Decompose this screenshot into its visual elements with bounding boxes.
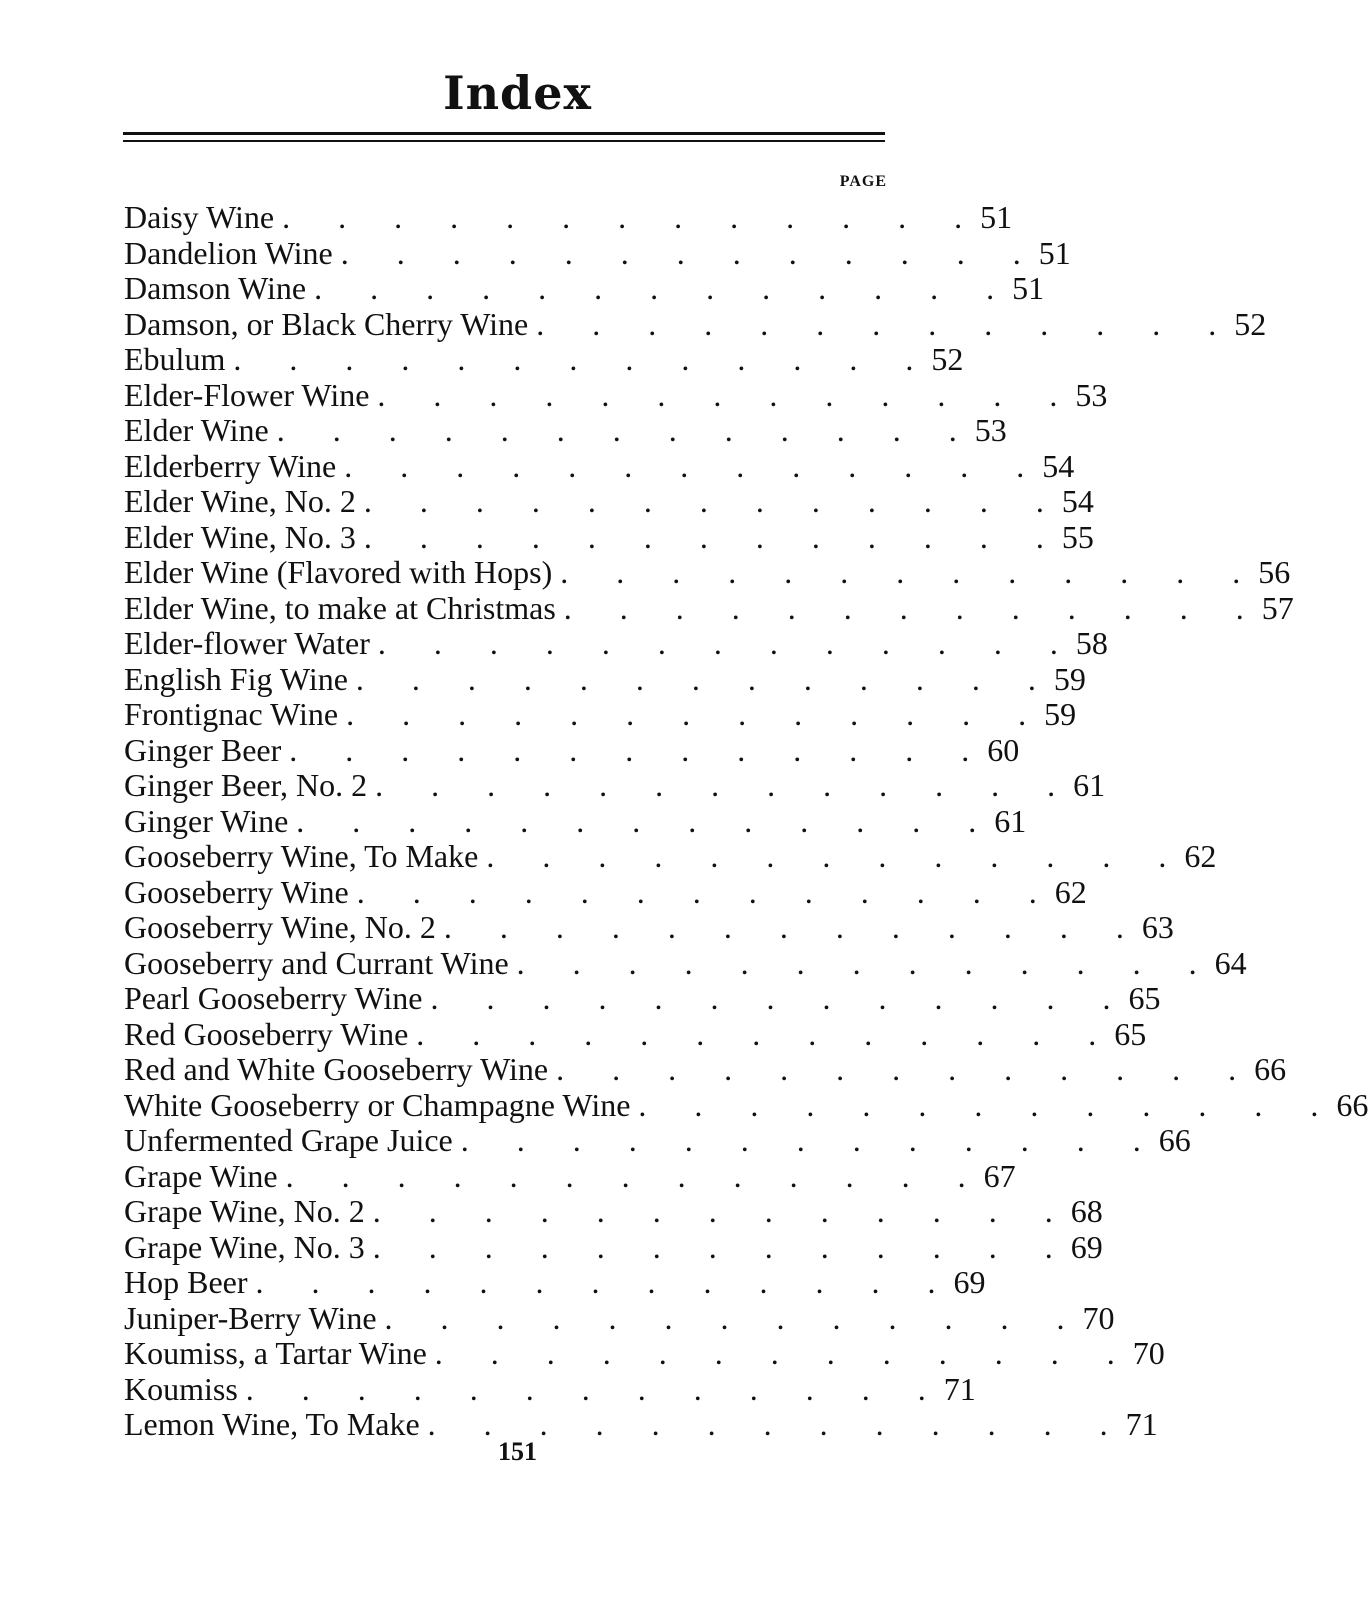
entry-page-number: 51	[1038, 234, 1071, 271]
entry-label: Ginger Beer	[124, 731, 282, 768]
entry-label: Ginger Wine	[124, 802, 289, 839]
entry-page-number: 54	[1042, 447, 1075, 484]
entry-page-number: 65	[1114, 1015, 1147, 1052]
page-column-label: PAGE	[839, 173, 887, 190]
entry-page-number: 66	[1254, 1051, 1287, 1087]
dot-leader: . . . . . . . . . . . . .	[255, 1264, 936, 1300]
index-entry	[124, 589, 1294, 627]
index-entry	[124, 1015, 1147, 1053]
entry-page-number: 70	[1132, 1335, 1165, 1371]
entry-label: Elder-Flower Wine	[124, 376, 370, 413]
entry-label: Lemon Wine, To Make	[124, 1406, 420, 1442]
entry-page-number: 65	[1128, 980, 1161, 1016]
index-entry	[124, 518, 1094, 556]
entry-label: Gooseberry Wine, No. 2	[124, 909, 436, 945]
index-entry	[124, 944, 1247, 982]
entry-label: Koumiss	[124, 1370, 238, 1407]
index-entry	[124, 1122, 1191, 1159]
dot-leader: . . . . . . . . . . . . .	[443, 909, 1124, 945]
dot-leader: . . . . . . . . . . . . .	[372, 1193, 1053, 1229]
entry-page-number: 59	[1053, 660, 1086, 697]
index-entry	[124, 1193, 1103, 1230]
entry-label: English Fig Wine	[124, 660, 348, 697]
entry-page-number: 71	[943, 1370, 976, 1407]
index-entry	[124, 447, 1075, 485]
entry-label: Elderberry Wine	[124, 447, 337, 484]
dot-leader: . . . . . . . . . . . . .	[344, 447, 1025, 484]
index-entry	[124, 838, 1217, 875]
entry-label: Juniper-Berry Wine	[124, 1299, 377, 1336]
entry-label: Dandelion Wine	[124, 234, 333, 271]
entry-page-number: 60	[987, 731, 1020, 768]
entry-label: Pearl Gooseberry Wine	[124, 980, 423, 1016]
dot-leader: . . . . . . . . . . . . .	[556, 1051, 1237, 1087]
page-title: Index	[443, 66, 592, 120]
entry-label: Elder Wine, to make at Christmas	[124, 589, 556, 626]
dot-leader: . . . . . . . . . . . . .	[340, 234, 1021, 271]
dot-leader: . . . . . . . . . . . . .	[486, 838, 1167, 874]
dot-leader: . . . . . . . . . . . . .	[363, 518, 1044, 555]
entry-page-number: 53	[974, 412, 1007, 448]
index-entry	[124, 1299, 1115, 1337]
index-entry	[124, 270, 1045, 307]
index-entry	[124, 1157, 1016, 1195]
dot-leader: . . . . . . . . . . . . .	[416, 1015, 1097, 1052]
dot-leader: . . . . . . . . . . . . .	[296, 802, 977, 839]
dot-leader: . . . . . . . . . . . . .	[427, 1406, 1108, 1442]
dot-leader: . . . . . . . . . . . . .	[460, 1122, 1141, 1158]
entry-page-number: 52	[931, 341, 964, 377]
entry-page-number: 52	[1234, 305, 1267, 342]
index-entry	[124, 305, 1267, 343]
entry-page-number: 55	[1061, 518, 1094, 555]
entry-label: Damson Wine	[124, 270, 307, 306]
index-entry	[124, 554, 1291, 591]
page-number: 151	[498, 1437, 537, 1466]
entry-page-number: 56	[1258, 554, 1291, 590]
dot-leader: . . . . . . . . . . . . .	[560, 554, 1241, 590]
entry-label: Damson, or Black Cherry Wine	[124, 305, 529, 342]
index-entry	[124, 909, 1174, 946]
index-list	[124, 199, 1368, 1443]
entry-label: Grape Wine	[124, 1157, 278, 1194]
entry-label: Elder Wine (Flavored with Hops)	[124, 554, 553, 590]
index-entry	[124, 873, 1087, 911]
index-entry	[124, 980, 1161, 1017]
dot-leader: . . . . . . . . . . . . .	[372, 1228, 1053, 1265]
dot-leader: . . . . . . . . . . . . .	[245, 1370, 926, 1407]
entry-label: Hop Beer	[124, 1264, 248, 1300]
dot-leader: . . . . . . . . . . . . .	[356, 873, 1037, 910]
title-rule-thick	[123, 132, 885, 135]
index-entry	[124, 1086, 1368, 1124]
entry-page-number: 61	[1073, 767, 1106, 803]
entry-page-number: 62	[1054, 873, 1087, 910]
entry-page-number: 64	[1214, 944, 1247, 981]
entry-page-number: 66	[1158, 1122, 1191, 1158]
entry-page-number: 62	[1184, 838, 1217, 874]
entry-page-number: 57	[1261, 589, 1294, 626]
entry-label: Frontignac Wine	[124, 696, 339, 732]
index-entry	[124, 341, 964, 378]
dot-leader: . . . . . . . . . . . . .	[430, 980, 1111, 1016]
dot-leader: . . . . . . . . . . . . .	[233, 341, 914, 377]
entry-label: Red Gooseberry Wine	[124, 1015, 409, 1052]
dot-leader: . . . . . . . . . . . . .	[377, 376, 1058, 413]
entry-page-number: 59	[1044, 696, 1077, 732]
index-entry	[124, 1228, 1103, 1266]
entry-label: Grape Wine, No. 2	[124, 1193, 365, 1229]
dot-leader: . . . . . . . . . . . . .	[516, 944, 1197, 981]
entry-label: Ebulum	[124, 341, 226, 377]
entry-label: White Gooseberry or Champagne Wine	[124, 1086, 631, 1123]
entry-page-number: 67	[983, 1157, 1016, 1194]
dot-leader: . . . . . . . . . . . . .	[434, 1335, 1115, 1371]
entry-page-number: 61	[994, 802, 1027, 839]
dot-leader: . . . . . . . . . . . . .	[363, 483, 1044, 519]
entry-label: Elder Wine, No. 2	[124, 483, 356, 519]
index-entry	[124, 625, 1108, 662]
entry-label: Red and White Gooseberry Wine	[124, 1051, 549, 1087]
index-entry	[124, 802, 1027, 840]
dot-leader: . . . . . . . . . . . . .	[346, 696, 1027, 732]
dot-leader: . . . . . . . . . . . . .	[285, 1157, 966, 1194]
entry-label: Gooseberry Wine	[124, 873, 349, 910]
index-entry	[124, 1370, 976, 1408]
entry-page-number: 51	[1012, 270, 1045, 306]
dot-leader: . . . . . . . . . . . . .	[536, 305, 1217, 342]
entry-label: Daisy Wine	[124, 199, 275, 235]
entry-page-number: 51	[980, 199, 1013, 235]
index-entry	[124, 767, 1106, 804]
entry-label: Grape Wine, No. 3	[124, 1228, 365, 1265]
dot-leader: . . . . . . . . . . . . .	[377, 625, 1058, 661]
entry-page-number: 63	[1141, 909, 1174, 945]
index-entry	[124, 696, 1077, 733]
entry-page-number: 58	[1075, 625, 1108, 661]
dot-leader: . . . . . . . . . . . . .	[384, 1299, 1065, 1336]
entry-page-number: 69	[953, 1264, 986, 1300]
index-entry	[124, 1051, 1287, 1088]
entry-page-number: 69	[1070, 1228, 1103, 1265]
dot-leader: . . . . . . . . . . . . .	[638, 1086, 1319, 1123]
entry-label: Ginger Beer, No. 2	[124, 767, 368, 803]
title-rule-thin	[123, 140, 885, 142]
index-entry	[124, 412, 1007, 449]
entry-label: Unfermented Grape Juice	[124, 1122, 453, 1158]
dot-leader: . . . . . . . . . . . . .	[375, 767, 1056, 803]
index-entry	[124, 731, 1020, 769]
dot-leader: . . . . . . . . . . . . .	[314, 270, 995, 306]
index-entry	[124, 483, 1094, 520]
entry-page-number: 71	[1125, 1406, 1158, 1442]
entry-label: Elder Wine	[124, 412, 269, 448]
entry-page-number: 66	[1336, 1086, 1368, 1123]
entry-page-number: 70	[1082, 1299, 1115, 1336]
entry-label: Elder Wine, No. 3	[124, 518, 356, 555]
entry-label: Gooseberry Wine, To Make	[124, 838, 479, 874]
index-entry	[124, 1335, 1165, 1372]
index-entry	[124, 199, 1013, 236]
entry-label: Gooseberry and Currant Wine	[124, 944, 509, 981]
dot-leader: . . . . . . . . . . . . .	[289, 731, 970, 768]
entry-label: Elder-flower Water	[124, 625, 370, 661]
dot-leader: . . . . . . . . . . . . .	[355, 660, 1036, 697]
index-entry	[124, 660, 1086, 698]
entry-label: Koumiss, a Tartar Wine	[124, 1335, 427, 1371]
dot-leader: . . . . . . . . . . . . .	[282, 199, 963, 235]
dot-leader: . . . . . . . . . . . . .	[563, 589, 1244, 626]
dot-leader: . . . . . . . . . . . . .	[276, 412, 957, 448]
entry-page-number: 68	[1070, 1193, 1103, 1229]
entry-page-number: 53	[1075, 376, 1108, 413]
index-entry	[124, 234, 1071, 272]
index-entry	[124, 1264, 986, 1301]
index-entry	[124, 376, 1108, 414]
entry-page-number: 54	[1061, 483, 1094, 519]
